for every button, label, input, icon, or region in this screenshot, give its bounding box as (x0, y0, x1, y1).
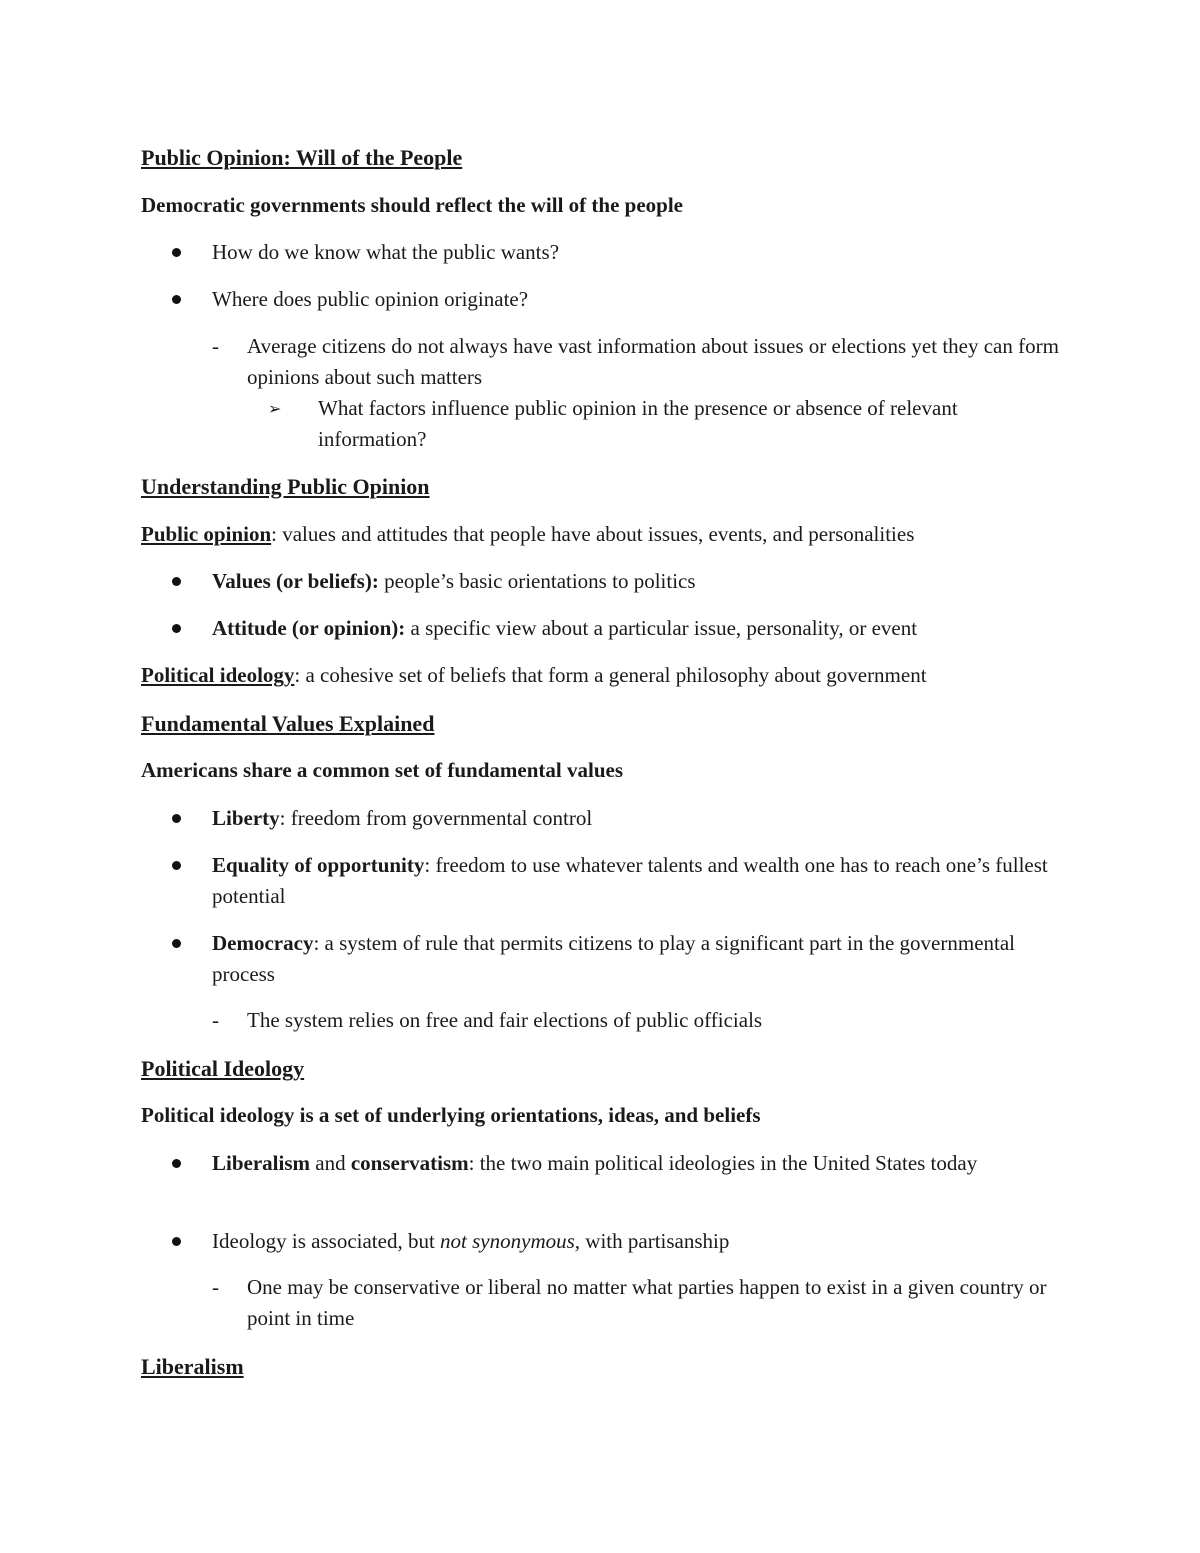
subheading-democratic-governments: Democratic governments should reflect the will of the people (141, 193, 684, 217)
bullet-desc: Ideology is associated, but (212, 1229, 441, 1253)
bullet-text (212, 613, 1052, 644)
bullet-desc: with partisanship (580, 1229, 730, 1253)
bullet-desc: : a system of rule that permits citizens to play a significant part in the governmental process (212, 931, 1016, 986)
heading-public-opinion-will: Public Opinion: Will of the People (141, 145, 463, 170)
bullet-text: Where does public opinion originate? (212, 287, 529, 311)
bullet-desc: people’s basic orientations to politics (378, 569, 696, 593)
bullet-desc: : the two main political ideologies in the United States today (468, 1151, 978, 1175)
bullet-desc: a specific view about a particular issue, personality, or event (405, 616, 918, 640)
bullet-text (212, 1148, 1052, 1179)
bullet-icon (172, 624, 181, 633)
term-equality: Equality of opportunity (212, 853, 425, 877)
term-political-ideology: Political ideology (141, 663, 295, 687)
bullet-icon (172, 939, 181, 948)
bullet-desc: : freedom from governmental control (279, 806, 593, 830)
definition-text: : a cohesive set of beliefs that form a general philosophy about government (294, 663, 927, 687)
bullet-icon (172, 577, 181, 586)
term-democracy: Democracy (212, 931, 314, 955)
bullet-icon (172, 861, 181, 870)
term-liberalism: Liberalism (212, 1151, 310, 1175)
bullet-desc: and (310, 1151, 351, 1175)
dash-text: One may be conservative or liberal no matter what parties happen to exist in a given country or point in time (247, 1275, 1047, 1330)
dash-icon: - (212, 1008, 219, 1032)
term-liberty: Liberty (212, 806, 280, 830)
subheading-americans-share: Americans share a common set of fundamental values (141, 758, 623, 782)
dash-icon: - (212, 334, 219, 358)
arrow-bullet-icon: ➢ (268, 399, 282, 418)
bullet-text (212, 928, 1052, 990)
heading-liberalism: Liberalism (141, 1354, 244, 1379)
bullet-icon (172, 814, 181, 823)
definition-text: : values and attitudes that people have about issues, events, and personalities (271, 522, 915, 546)
term-public-opinion: Public opinion (141, 522, 272, 546)
dash-text: Average citizens do not always have vast information about issues or elections yet they can form opinions about such matters (247, 334, 1059, 389)
heading-political-ideology: Political Ideology (141, 1056, 305, 1081)
bullet-text: How do we know what the public wants? (212, 240, 560, 264)
definition-political-ideology (141, 660, 1061, 691)
bullet-icon (172, 248, 181, 257)
emphasis-not-synonymous: not synonymous, (440, 1229, 581, 1253)
term-values: Values (or beliefs): (212, 569, 379, 593)
bullet-text (212, 566, 1052, 597)
heading-fundamental-values: Fundamental Values Explained (141, 711, 435, 736)
bullet-icon (172, 1237, 181, 1246)
bullet-text (212, 1226, 1052, 1257)
definition-public-opinion (141, 519, 1061, 550)
dash-icon: - (212, 1275, 219, 1299)
arrow-text: What factors influence public opinion in the presence or absence of relevant information? (318, 396, 958, 451)
bullet-icon (172, 295, 181, 304)
term-attitude: Attitude (or opinion): (212, 616, 406, 640)
heading-understanding-public-opinion: Understanding Public Opinion (141, 474, 430, 499)
bullet-text (212, 850, 1052, 912)
dash-text: The system relies on free and fair elections of public officials (247, 1008, 763, 1032)
subheading-political-ideology-set: Political ideology is a set of underlying orientations, ideas, and beliefs (141, 1103, 761, 1127)
term-conservatism: conservatism (350, 1151, 469, 1175)
bullet-text (212, 803, 1052, 834)
bullet-icon (172, 1159, 181, 1168)
bullet-desc: : freedom to use whatever talents and wealth one has to reach one’s fullest potential (212, 853, 1048, 908)
